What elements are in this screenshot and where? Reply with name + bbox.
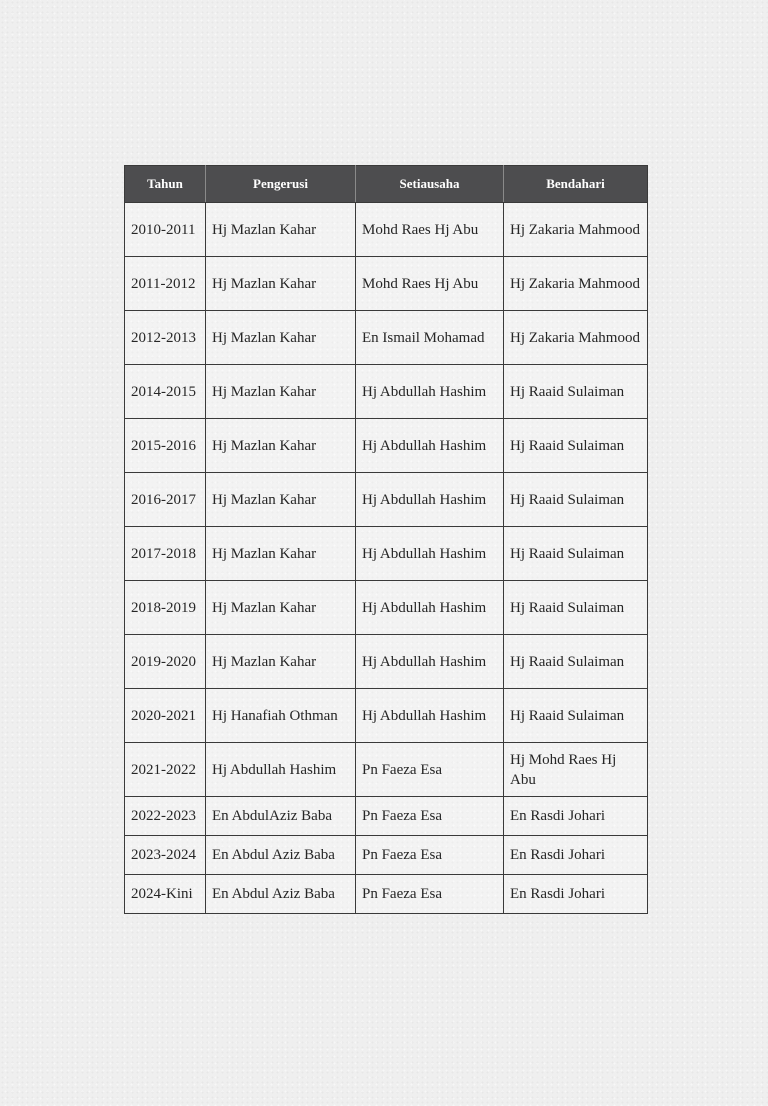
cell-setiausaha: Hj Abdullah Hashim <box>356 527 504 581</box>
header-bendahari: Bendahari <box>504 166 648 203</box>
table-row <box>125 797 648 836</box>
cell-bendahari: Hj Mohd Raes Hj Abu <box>504 743 648 797</box>
cell-pengerusi: Hj Mazlan Kahar <box>206 581 356 635</box>
cell-tahun: 2012-2013 <box>125 311 206 365</box>
cell-bendahari: Hj Raaid Sulaiman <box>504 689 648 743</box>
cell-setiausaha: Hj Abdullah Hashim <box>356 635 504 689</box>
cell-setiausaha: Mohd Raes Hj Abu <box>356 257 504 311</box>
table-row <box>125 581 648 635</box>
table-row <box>125 203 648 257</box>
header-tahun: Tahun <box>125 166 206 203</box>
cell-tahun: 2017-2018 <box>125 527 206 581</box>
cell-pengerusi: Hj Mazlan Kahar <box>206 257 356 311</box>
table-row <box>125 365 648 419</box>
cell-bendahari: Hj Raaid Sulaiman <box>504 419 648 473</box>
cell-pengerusi: Hj Mazlan Kahar <box>206 635 356 689</box>
cell-tahun: 2023-2024 <box>125 836 206 875</box>
cell-setiausaha: Hj Abdullah Hashim <box>356 419 504 473</box>
table-row <box>125 743 648 797</box>
cell-bendahari: En Rasdi Johari <box>504 836 648 875</box>
table-row <box>125 836 648 875</box>
cell-setiausaha: Hj Abdullah Hashim <box>356 365 504 419</box>
table-row <box>125 635 648 689</box>
table-row <box>125 257 648 311</box>
cell-setiausaha: Pn Faeza Esa <box>356 875 504 914</box>
cell-pengerusi: En Abdul Aziz Baba <box>206 875 356 914</box>
cell-bendahari: Hj Raaid Sulaiman <box>504 473 648 527</box>
cell-tahun: 2015-2016 <box>125 419 206 473</box>
cell-bendahari: Hj Raaid Sulaiman <box>504 635 648 689</box>
cell-pengerusi: Hj Mazlan Kahar <box>206 365 356 419</box>
cell-bendahari: Hj Raaid Sulaiman <box>504 365 648 419</box>
cell-setiausaha: Hj Abdullah Hashim <box>356 689 504 743</box>
table-row <box>125 689 648 743</box>
header-pengerusi: Pengerusi <box>206 166 356 203</box>
cell-tahun: 2019-2020 <box>125 635 206 689</box>
cell-bendahari: Hj Zakaria Mahmood <box>504 257 648 311</box>
cell-tahun: 2024-Kini <box>125 875 206 914</box>
table-row <box>125 527 648 581</box>
cell-pengerusi: Hj Mazlan Kahar <box>206 311 356 365</box>
cell-tahun: 2010-2011 <box>125 203 206 257</box>
cell-pengerusi: En AbdulAziz Baba <box>206 797 356 836</box>
cell-tahun: 2014-2015 <box>125 365 206 419</box>
cell-bendahari: Hj Zakaria Mahmood <box>504 311 648 365</box>
table-header-row <box>125 166 648 203</box>
cell-tahun: 2022-2023 <box>125 797 206 836</box>
cell-pengerusi: Hj Mazlan Kahar <box>206 473 356 527</box>
cell-bendahari: Hj Raaid Sulaiman <box>504 581 648 635</box>
table-row <box>125 419 648 473</box>
cell-setiausaha: Mohd Raes Hj Abu <box>356 203 504 257</box>
cell-setiausaha: Hj Abdullah Hashim <box>356 581 504 635</box>
cell-bendahari: Hj Raaid Sulaiman <box>504 527 648 581</box>
cell-tahun: 2016-2017 <box>125 473 206 527</box>
cell-tahun: 2011-2012 <box>125 257 206 311</box>
table-row <box>125 473 648 527</box>
cell-setiausaha: Pn Faeza Esa <box>356 836 504 875</box>
header-setiausaha: Setiausaha <box>356 166 504 203</box>
cell-setiausaha: Hj Abdullah Hashim <box>356 473 504 527</box>
cell-tahun: 2021-2022 <box>125 743 206 797</box>
cell-tahun: 2018-2019 <box>125 581 206 635</box>
cell-bendahari: Hj Zakaria Mahmood <box>504 203 648 257</box>
cell-setiausaha: En Ismail Mohamad <box>356 311 504 365</box>
cell-pengerusi: Hj Mazlan Kahar <box>206 527 356 581</box>
cell-tahun: 2020-2021 <box>125 689 206 743</box>
table-row <box>125 311 648 365</box>
cell-pengerusi: Hj Hanafiah Othman <box>206 689 356 743</box>
cell-setiausaha: Pn Faeza Esa <box>356 743 504 797</box>
cell-pengerusi: Hj Mazlan Kahar <box>206 203 356 257</box>
cell-pengerusi: En Abdul Aziz Baba <box>206 836 356 875</box>
cell-bendahari: En Rasdi Johari <box>504 797 648 836</box>
table-row <box>125 875 648 914</box>
cell-pengerusi: Hj Abdullah Hashim <box>206 743 356 797</box>
cell-pengerusi: Hj Mazlan Kahar <box>206 419 356 473</box>
committee-table <box>124 165 648 914</box>
cell-bendahari: En Rasdi Johari <box>504 875 648 914</box>
cell-setiausaha: Pn Faeza Esa <box>356 797 504 836</box>
